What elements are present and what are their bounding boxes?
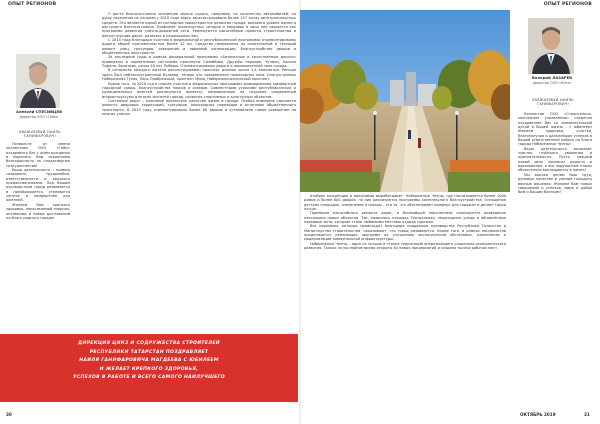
banner-line: ДИРЕКЦИЯ ЦИКЗ И СОДРУЖЕСТВА СТРОИТЕЛЕЙ <box>78 341 220 346</box>
issue-date: ОКТЯБРЬ 2019 <box>520 412 556 417</box>
left-portrait-photo <box>16 54 60 108</box>
left-person-role: директор ООО «Гейм» <box>19 114 59 119</box>
article-paragraph: В интересах каждого жителя реконструирован проспект длиною около 1,4 километра. Раньше здесь был неблагоустроенный бульвар, теперь это современная пешеходная зона. Благоустроены Набережная Тукая, Парк Прибрежный, проспект Мира, Набережночелнинский проспект. <box>102 68 296 82</box>
portrait-icon <box>16 54 60 108</box>
banner-line: УСПЕХОВ В РАБОТЕ И ВСЕГО САМОГО НАИЛУЧШЕГО <box>72 375 226 381</box>
right-greeting-paragraph: Коллектив ООО «Строительно-монтажное управление» сердечно поздравляет Вас со знаменательной датой в Вашей жизни – с юбилеем! Желаем здоровья, счастья, благополучия и дальнейших успехов в Вашей ответственной работе на благо города Набережные Челны! <box>518 112 592 147</box>
article-paragraph: О росте благосостояния челнинцев можно судить, например, по количеству автомобилей: на душу населения их начиная с 2010 года здесь зарегистрировано более 157 тысяч автотранспортных средств. Это является одной из наглядных характеристик развития города, высокого уровня жизни и растущего благосостояния. Проблема транспортных заторов и парковок в часы пик решается как программа развития улично-дорожной сети. Реализуются масштабные проекты строительства и реконструкции дорог, развязок и пешеходных зон. <box>102 12 296 38</box>
article-column-1 <box>102 12 296 330</box>
left-greeting-paragraph: Позвольте от имени коллектива ООО «Гейм» поздравить Вас с днём рождения и выразить Вам искреннюю благодарность за плодотворное сотрудничество! <box>6 142 70 168</box>
section-header-left: ОПЫТ РЕГИОНОВ <box>8 2 57 7</box>
article-paragraph: Состояние дорог – ключевой показатель качества жизни в городе. Особое внимание уделяется ремонту дворовых территорий, тротуаров, пешеходных переходов и остановок общественного транспорта. В 2019 году отремонтировано более 60 дворов и установлено новое освещение на многих улицах. <box>102 98 296 116</box>
right-greeting-paragraph: Ваша деятельность вызывает чувство глубокого уважения и признательности. Пусть каждый новый день приносит радость и вдохновение, а все задуманные планы обязательно воплощаются в жизнь! <box>518 146 592 173</box>
left-greeting-heading: УВАЖАЕМЫЙ НАИЛЬ ГАНИФАРОВИЧ! <box>19 130 61 139</box>
right-person-name: Валерий ЛАЗАРЕВ <box>531 75 573 80</box>
section-header-right: ОПЫТ РЕГИОНОВ <box>543 2 592 7</box>
greeting-banner <box>0 334 298 402</box>
right-greeting-heading: УВАЖАЕМЫЙ НАИЛЬ ГАНИФАРОВИЧ! <box>532 98 574 107</box>
article-paragraph: отобрал концепцию и программа вырабатывает. Набережные Челны, где насчитывается более 1000 домов и более 600 дворов, на них реализуются программы комплексного благоустройства. Оснащение детских площадок, озеленение и скверы – это то, что обеспечивает комфорт для горожан и делает город лучше. <box>304 194 506 212</box>
right-greeting-text <box>518 112 592 404</box>
article-paragraph: Все перемены, которые происходят благодаря поддержке руководства Республики Татарстан и Министерства строительства, показывают, что город развивается. Кроме того, в рамках нацпроектов продолжается реализация программ по улучшению экологической обстановки, озеленению и модернизации коммунальной инфраструктуры. <box>304 224 506 242</box>
left-greeting-paragraph: Ваша деятельность – пример созидания, трудолюбия, ответственности и высокого профессионализма. Под Вашим руководством город развивается и преображается, становится уютнее и комфортнее для жителей. <box>6 168 70 203</box>
left-greeting-paragraph: Желаем Вам крепкого здоровья, неиссякаемой энергии, оптимизма и новых достижений на благо родного города! <box>6 202 70 220</box>
page-number-right: 31 <box>584 412 590 417</box>
city-boulevard-photo <box>300 10 510 192</box>
right-greeting-paragraph: Мы высоко ценим Ваш труд, деловые качества и умение находить верные решения. Желаем Вам новых свершений и успехов, мира и добра Вам и Вашим близким! <box>518 172 592 195</box>
left-person-name: Алексей СПЕСИВЦЕВ <box>15 109 63 114</box>
portrait-icon <box>528 18 574 74</box>
right-portrait-photo <box>528 18 574 74</box>
article-paragraph: Кроме того, за 2020 год в планах участие в федеральных программах формирования комфортной городской среды, благоустройства парков и скверов. Совместными усилиями республиканских и муниципальных властей реализуются проекты, направленные на создание современной инфраструктуры для всех жителей города, развития спортивных и культурных объектов. <box>102 81 296 99</box>
page-number-left: 30 <box>6 412 12 417</box>
article-column-2 <box>304 194 506 406</box>
banner-line: РЕСПУБЛИКИ ТАТАРСТАН ПОЗДРАВЛЯЕТ <box>89 349 209 355</box>
banner-line: НАИЛЯ ГАНИФАРОВИЧА МАГДЕЕВА С ЮБИЛЕЕМ <box>79 358 219 364</box>
banner-line: И ЖЕЛАЕТ КРЕПКОГО ЗДОРОВЬЯ, <box>99 366 199 372</box>
right-person-role: директор ООО «Ител» <box>532 80 572 85</box>
article-paragraph: С 2015 года благодаря участию в федеральной и республиканской программах отремонтированы дороги общей протяжённостью более 42 км. Средства направлены на капитальный и текущий ремонт улиц, тротуаров, освещения и ливнёвой канализации, благоустройство дворов и общественных пространств. <box>102 38 296 56</box>
article-paragraph: Примером масштабного ремонта дорог, в ближайшей перспективе планируется возведение нескольких новых объектов. Так, появилась площадь Театральная, пешеходные улицы и обновлённые парковые зоны, которые стали любимыми местами отдыха горожан. <box>304 211 506 225</box>
article-paragraph: Набережные Челны – один из лучших в стране территорий опережающего социально-экономического развития. Только за последние время открыто 40 новых предприятий и создано тысячи рабочих мест. <box>304 241 506 251</box>
city-landscape-illustration <box>300 10 510 192</box>
article-paragraph: За последние годы в рамках федеральной программы «Безопасные и качественные дороги» приведены в нормативное состояние проспекты Сююмбике, Дружбы народов, Чулман, Хасана Туфана, Вахитова, улица 40 лет Победы. Отремонтированы дороги в промышленной зоне города. <box>102 55 296 69</box>
left-greeting-text <box>6 142 70 330</box>
